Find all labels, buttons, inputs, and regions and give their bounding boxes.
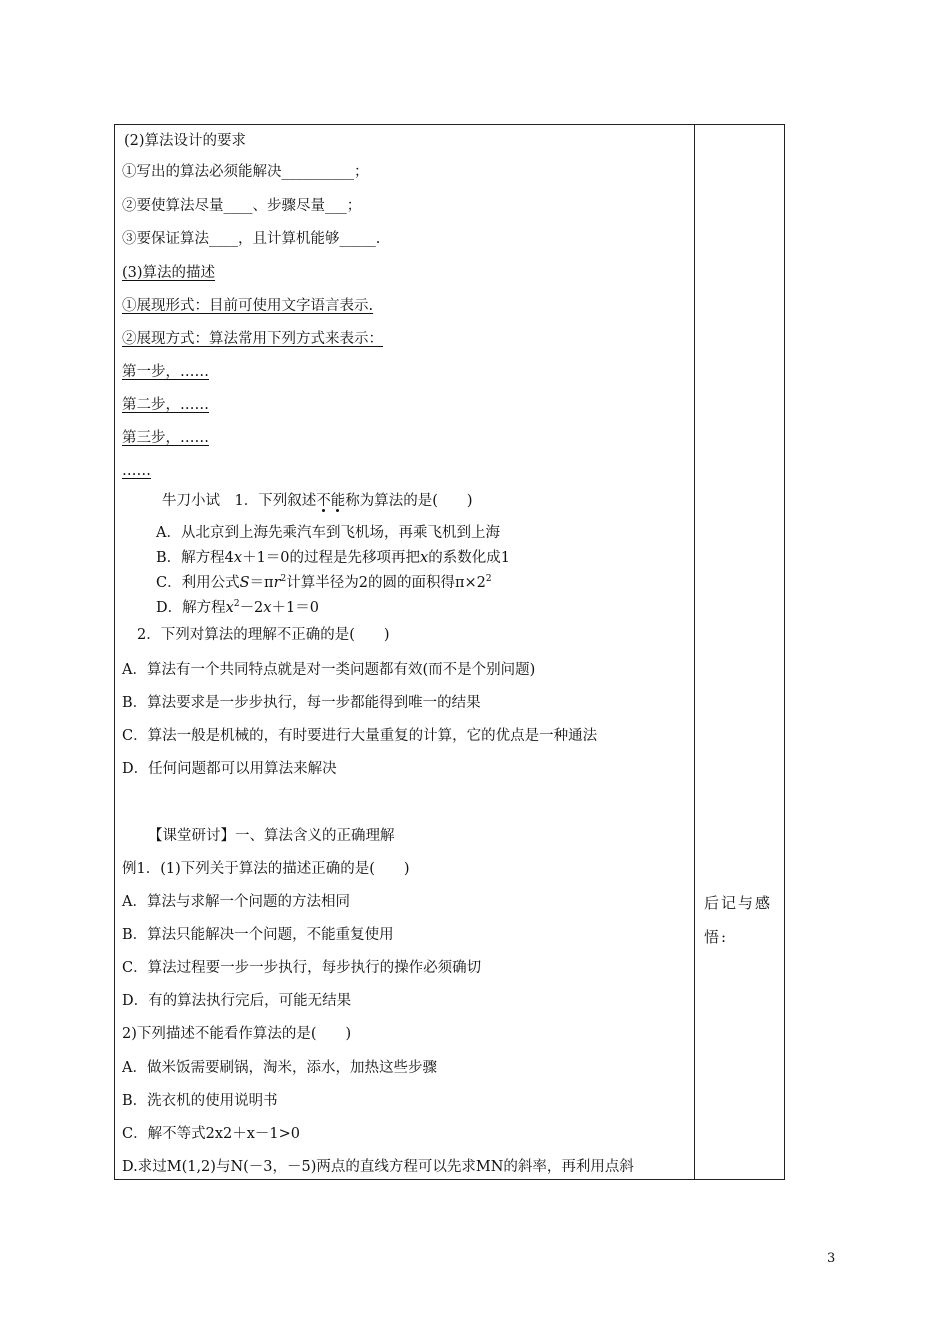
text-line-desc-2: ②展现方式：算法常用下列方式来表示： — [122, 331, 383, 347]
example-1-2-option-b: B．洗衣机的使用说明书 — [122, 1093, 278, 1109]
question-2-option-b: B．算法要求是一步步执行，每一步都能得到唯一的结果 — [122, 695, 481, 711]
var-s: S — [239, 575, 250, 591]
example-1-2: 2)下列描述不能看作算法的是( ) — [122, 1026, 352, 1042]
opt-d-part: D．解方程 — [156, 600, 226, 616]
exponent: 2 — [485, 574, 492, 585]
emphasis-char-2: 能 — [330, 493, 346, 509]
opt-c-part: ＝π — [249, 575, 274, 591]
var-x: x — [225, 600, 234, 616]
var-r: r — [273, 575, 281, 591]
var-x: x — [233, 550, 243, 566]
content-table — [114, 124, 785, 1180]
example-1-1: 例1．(1)下列关于算法的描述正确的是( ) — [122, 861, 410, 877]
question-2-option-a: A．算法有一个共同特点就是对一类问题都有效(而不是个别问题) — [122, 662, 536, 678]
opt-b-part: 的系数化成1 — [428, 550, 510, 566]
var-x: x — [420, 550, 429, 566]
opt-b-part: B．解方程4 — [156, 550, 234, 566]
question-1-prefix: 牛刀小试 1．下列叙述 — [162, 493, 317, 509]
sidebar-notes-line-2: 悟: — [704, 928, 729, 946]
question-1-option-a: A．从北京到上海先乘汽车到飞机场，再乘飞机到上海 — [156, 525, 500, 541]
question-1 — [162, 491, 473, 511]
opt-d-part: ＋1＝0 — [271, 600, 319, 616]
section-heading — [148, 826, 395, 846]
example-1-2-option-d: D.求过M(1,2)与N(－3，－5)两点的直线方程可以先求MN的斜率，再利用点斜 — [122, 1159, 634, 1175]
opt-c-part: C．利用公式 — [156, 575, 240, 591]
question-2: 2．下列对算法的理解不正确的是( ) — [137, 627, 390, 643]
question-1-option-d — [156, 598, 319, 618]
page-number: 3 — [827, 1251, 836, 1266]
text-line-step-1: 第一步，…… — [122, 364, 209, 380]
text-line-step-3: 第三步，…… — [122, 430, 209, 446]
text-line-ellipsis: …… — [122, 463, 151, 479]
question-1-suffix: 称为算法的是( ) — [345, 493, 473, 509]
example-1-1-option-a: A．算法与求解一个问题的方法相同 — [122, 894, 350, 910]
var-x: x — [263, 600, 272, 616]
question-1-option-b — [156, 548, 510, 568]
example-1-1-option-d: D．有的算法执行完后，可能无结果 — [122, 993, 352, 1009]
text-line-req-heading: (2)算法设计的要求 — [124, 133, 247, 149]
example-1-2-option-c: C．解不等式2x2＋x－1>0 — [122, 1126, 300, 1142]
opt-c-part: 计算半径为2的圆的面积得π×2 — [286, 575, 486, 591]
opt-b-part: ＋1＝0的过程是先移项再把 — [242, 550, 421, 566]
text-line-desc-heading: (3)算法的描述 — [122, 265, 216, 281]
text-line-step-2: 第二步，…… — [122, 397, 209, 413]
text-line-desc-1: ①展现形式：目前可使用文字语言表示. — [122, 298, 374, 314]
emphasis-char-1: 不 — [316, 493, 331, 509]
text-line-req-1: ①写出的算法必须能解决__________； — [122, 164, 369, 180]
question-1-option-c — [156, 573, 492, 593]
exponent: 2 — [233, 599, 240, 610]
sidebar-notes-line-1: 后记与感 — [704, 894, 773, 912]
example-1-1-option-c: C．算法过程要一步一步执行，每步执行的操作必须确切 — [122, 960, 482, 976]
example-1-1-option-b: B．算法只能解决一个问题，不能重复使用 — [122, 927, 394, 943]
column-divider — [694, 125, 695, 1179]
text-line-req-3: ③要保证算法____，且计算机能够_____. — [122, 231, 381, 247]
question-2-option-c: C．算法一般是机械的，有时要进行大量重复的计算，它的优点是一种通法 — [122, 728, 598, 744]
question-2-option-d: D．任何问题都可以用算法来解决 — [122, 761, 337, 777]
section-bracket: 【课堂研讨】 — [148, 828, 235, 844]
opt-d-part: －2 — [239, 600, 264, 616]
exponent: 2 — [280, 574, 287, 585]
section-text: 一、算法含义的正确理解 — [235, 828, 395, 844]
example-1-2-option-a: A．做米饭需要刷锅，淘米，添水，加热这些步骤 — [122, 1060, 437, 1076]
text-line-req-2: ②要使算法尽量____、步骤尽量___； — [122, 198, 362, 214]
